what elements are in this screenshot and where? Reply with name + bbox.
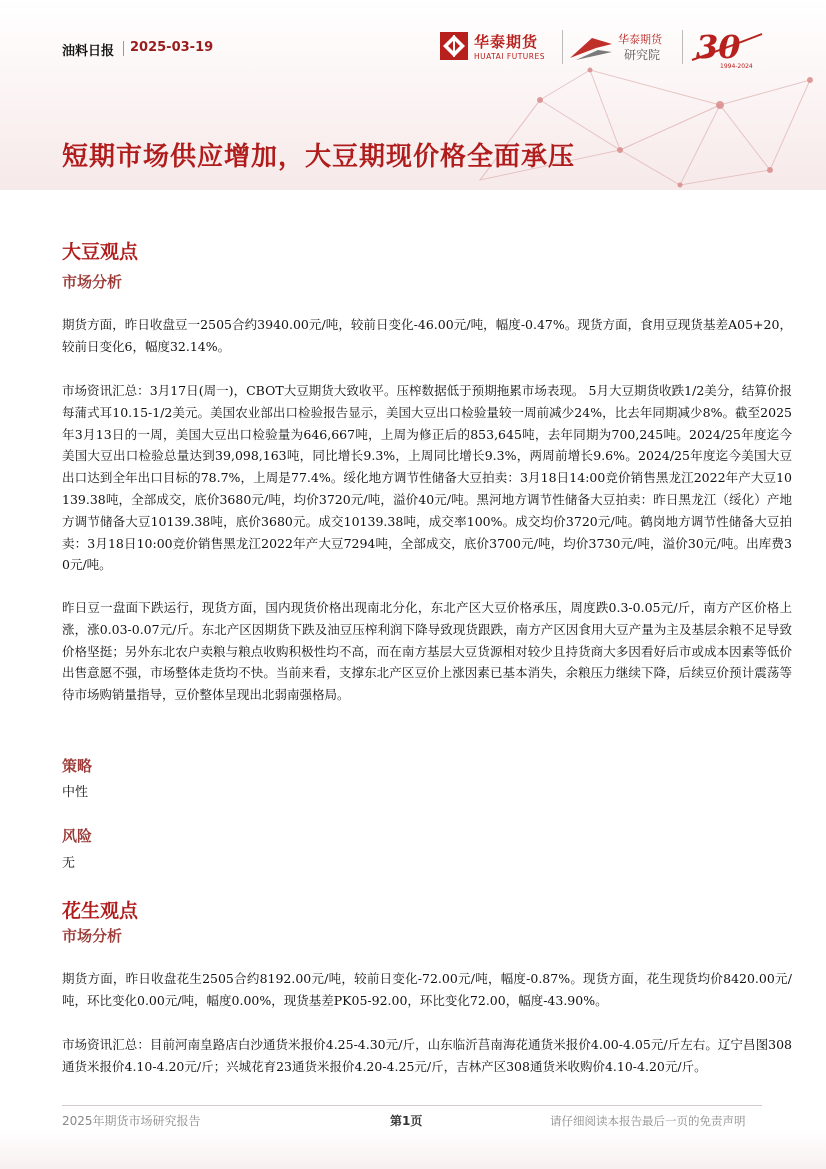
- footer-rule: [62, 1105, 762, 1106]
- svg-text:1994-2024: 1994-2024: [720, 63, 753, 70]
- soybean-strategy-value: 中性: [62, 785, 89, 800]
- footer-background: [0, 1130, 826, 1169]
- soybean-risk-value: 无: [62, 856, 76, 871]
- soybean-risk-heading: 风险: [62, 827, 93, 845]
- footer-page-number: 第1页: [390, 1114, 423, 1128]
- report-title: 短期市场供应增加，大豆期现价格全面承压: [62, 142, 576, 172]
- soybean-market-analysis-heading: 市场分析: [62, 273, 123, 291]
- soybean-outlook-paragraph: 昨日豆一盘面下跌运行，现货方面，国内现货价格出现南北分化，东北产区大豆价格承压，周度跌0.3-0.05元/斤，南方产区价格上涨，涨0.03-0.07元/斤。东北产区因期货下跌及油豆压榨利润下降导致现货跟跌，南方产区因食用大豆产量为主及基层余粮不足导致价格坚挺；另外东北农户卖粮与粮点收购积极性均不高，而在南方基层大豆货源相对较少且持货商大多因看好后市或成本因素等低价出售意愿不强，市场整体走货均不快。当前来看，支撑东北产区豆价上涨因素已基本消失，余粮压力继续下降，后续豆价预计震荡等待市场购销量指导，豆价整体呈现出北弱南强格局。: [62, 600, 792, 703]
- report-date: 2025-03-19: [130, 40, 214, 55]
- header-divider: [123, 41, 124, 56]
- anniversary-30-icon: [690, 26, 766, 70]
- soybean-futures-paragraph: 期货方面，昨日收盘豆一2505合约3940.00元/吨，较前日变化-46.00元/吨，幅度-0.47%。现货方面，食用豆现货基差A05+20，较前日变化6，幅度32.14%。: [62, 317, 792, 354]
- soybean-strategy-heading: 策略: [62, 757, 93, 775]
- huatai-logo-icon: [440, 32, 468, 60]
- peanut-section-heading: 花生观点: [62, 900, 139, 922]
- soybean-section-heading: 大豆观点: [62, 241, 139, 263]
- research-institute-logo: [566, 30, 678, 66]
- logo-english-name: HUATAI FUTURES: [474, 52, 545, 61]
- logo-divider: [562, 30, 563, 64]
- logo-chinese-name: 华泰期货: [474, 33, 539, 51]
- peanut-market-news-paragraph: 市场资讯汇总：目前河南皇路店白沙通货米报价4.25-4.30元/斤，山东临沂莒南海花通货米报价4.00-4.05元/斤左右。辽宁昌图308通货米报价4.10-4.20元/斤；兴城花育23通货米报价4.20-4.25元/斤，吉林产区308通货米收购价4.10-4.20元/斤。: [62, 1037, 792, 1074]
- svg-text:30: 30: [696, 28, 741, 66]
- peanut-market-analysis-heading: 市场分析: [62, 927, 123, 945]
- research-line-2: 研究院: [624, 48, 661, 62]
- research-line-1: 华泰期货: [618, 33, 662, 46]
- peanut-futures-paragraph: 期货方面，昨日收盘花生2505合约8192.00元/吨，较前日变化-72.00元/吨，幅度-0.87%。现货方面，花生现货均价8420.00元/吨，环比变化0.00元/吨，幅度0.00%，现货基差PK05-92.00，环比变化72.00，幅度-43.90%。: [62, 971, 792, 1008]
- report-type: 油料日报: [62, 44, 115, 59]
- logo-divider-2: [682, 30, 683, 64]
- anniversary-logo: [690, 26, 766, 70]
- footer-report-name: 2025年期货市场研究报告: [62, 1114, 201, 1128]
- huatai-futures-logo: [440, 30, 560, 66]
- soybean-market-news-paragraph: 市场资讯汇总：3月17日(周一)，CBOT大豆期货大致收平。压榨数据低于预期拖累市场表现。 5月大豆期货收跌1/2美分，结算价报每蒲式耳10.15-1/2美元。美国农业部出口检验报告显示，美国大豆出口检验量较一周前减少24%，比去年同期减少8%。截至2025年3月13日的一周，美国大豆出口检验量为646,667吨，上周为修正后的853,645吨，去年同期为700,245吨。2024/25年度迄今美国大豆出口检验总量达到39,098,163吨，同比增长9.3%，上周同比增长9.3%，两周前增长9.6%。2024/25年度迄今美国大豆出口达到全年出口目标的78.7%，上周是77.4%。绥化地方调节性储备大豆拍卖：3月18日14:00竞价销售黑龙江2022年产大豆10139.38吨，全部成交，底价3680元/吨，均价3720元/吨，溢价40元/吨。黑河地方调节性储备大豆拍卖：昨日黑龙江（绥化）产地方调节储备大豆10139.38吨，底价3680元。成交10139.38吨，成交率100%。成交均价3720元/吨。鹤岗地方调节性储备大豆拍卖：3月18日10:00竞价销售黑龙江2022年产大豆7294吨，全部成交，底价3700元/吨，均价3730元/吨，溢价30元/吨。出库费30元/吨。: [62, 383, 792, 573]
- footer-disclaimer-note: 请仔细阅读本报告最后一页的免责声明: [550, 1114, 746, 1128]
- research-swoosh-icon: [568, 34, 614, 62]
